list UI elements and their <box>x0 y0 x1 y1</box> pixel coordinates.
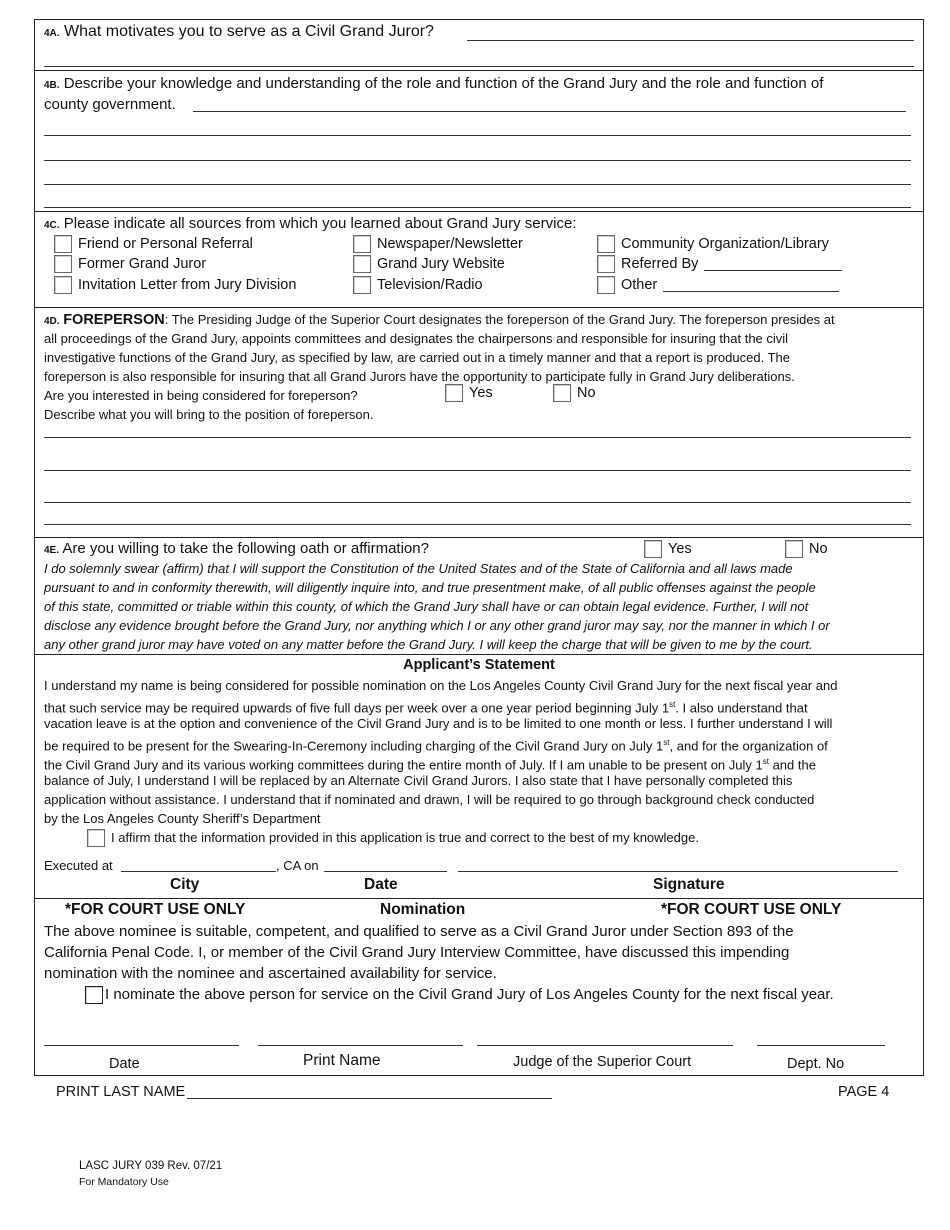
source-newspaper-label: Newspaper/Newsletter <box>377 236 523 252</box>
statement-title: Applicant’s Statement <box>403 657 555 673</box>
executed-city-field[interactable] <box>121 871 276 872</box>
foreperson-answer-line-4[interactable] <box>44 524 911 525</box>
section-4d <box>35 308 923 538</box>
source-community-label: Community Organization/Library <box>621 236 829 252</box>
oath-text-line-4: disclose any evidence brought before the Grand Jury, nor anything which I or any other grand juror may say, nor the manner in which I or <box>44 618 830 633</box>
source-other-label: Other <box>621 277 658 293</box>
city-caption: City <box>170 876 200 893</box>
affirm-checkbox[interactable] <box>87 829 105 847</box>
court-use-only-left: *FOR COURT USE ONLY <box>65 901 246 918</box>
q4b-answer-line-1[interactable] <box>193 111 906 112</box>
source-option-newspaper[interactable] <box>353 234 523 254</box>
court-text-line-3: nomination with the nominee and ascertained availability for service. <box>44 965 497 982</box>
source-option-community[interactable] <box>597 234 829 254</box>
oath-text-line-2: pursuant to and in conformity therewith, will diligently inquire into, and true presentment make, of all public offenses against the people <box>44 580 816 595</box>
oath-text-line-5: any other grand juror may have voted on any matter before the Grand Jury. I will keep the charge that will be given to me by the court. <box>44 637 813 652</box>
source-invitation-letter-label: Invitation Letter from Jury Division <box>78 277 297 293</box>
q4e-question: Are you willing to take the following oath or affirmation? <box>62 540 429 557</box>
section-4c <box>35 212 923 308</box>
source-television-checkbox[interactable] <box>353 276 371 294</box>
foreperson-no-checkbox[interactable] <box>553 384 571 402</box>
print-last-name-label: PRINT LAST NAME <box>56 1084 186 1100</box>
source-option-television[interactable] <box>353 275 483 295</box>
foreperson-no-label: No <box>577 385 596 401</box>
q4e-label: 4E. <box>44 545 60 556</box>
source-referred-by-checkbox[interactable] <box>597 255 615 273</box>
court-print-name-field[interactable] <box>258 1045 463 1046</box>
source-website-checkbox[interactable] <box>353 255 371 273</box>
statement-line-4b: , and for the organization of <box>669 738 828 754</box>
q4c-question: Please indicate all sources from which you learned about Grand Jury service: <box>63 215 577 232</box>
foreperson-describe-prompt: Describe what you will bring to the position of foreperson. <box>44 407 374 422</box>
statement-line-7: application without assistance. I understand that if nominated and drawn, I will be required to go through background check conducted <box>44 792 815 807</box>
superscript-st: st <box>762 757 769 766</box>
section-applicant-statement <box>35 655 923 899</box>
court-date-caption: Date <box>109 1056 140 1072</box>
statement-line-4a: be required to be present for the Swearing-In-Ceremony including charging of the Civil Grand Jury on July 1 <box>44 738 664 754</box>
q4b-answer-line-5[interactable] <box>44 207 911 208</box>
nominate-checkbox[interactable] <box>85 986 103 1004</box>
source-website-label: Grand Jury Website <box>377 256 505 272</box>
foreperson-yes-checkbox[interactable] <box>445 384 463 402</box>
source-option-invitation-letter[interactable] <box>54 275 296 295</box>
section-4e <box>35 538 923 655</box>
section-court-use <box>35 899 923 1075</box>
source-option-friend[interactable] <box>54 234 253 254</box>
q4b-answer-line-3[interactable] <box>44 160 911 161</box>
judge-caption: Judge of the Superior Court <box>513 1054 692 1070</box>
statement-line-5a: the Civil Grand Jury and its various working committees during the entire month of July. If I am unable to be present on July 1 <box>44 757 763 773</box>
q4d-text-line-1: : The Presiding Judge of the Superior Court designates the foreperson of the Grand Jury. The foreperson presides at <box>164 312 835 327</box>
source-option-website[interactable] <box>353 254 505 274</box>
source-former-juror-checkbox[interactable] <box>54 255 72 273</box>
source-invitation-letter-checkbox[interactable] <box>54 276 72 294</box>
print-last-name-field[interactable] <box>187 1098 552 1099</box>
foreperson-yes-option[interactable] <box>445 383 493 403</box>
source-former-juror-label: Former Grand Juror <box>78 256 207 272</box>
source-option-other[interactable] <box>597 275 839 295</box>
ca-on-label: , CA on <box>276 858 319 873</box>
statement-line-1: I understand my name is being considered for possible nomination on the Los Angeles County Civil Grand Jury for the next fiscal year and <box>44 678 838 693</box>
q4c-label: 4C. <box>44 220 60 231</box>
foreperson-answer-line-3[interactable] <box>44 502 911 503</box>
court-text-line-1: The above nominee is suitable, competent, and qualified to serve as a Civil Grand Juror under Section 893 of the <box>44 923 794 940</box>
other-source-field[interactable] <box>663 278 839 292</box>
referred-by-field[interactable] <box>704 257 842 271</box>
foreperson-no-option[interactable] <box>553 383 596 403</box>
section-4a <box>35 20 923 71</box>
nominate-option[interactable] <box>85 985 834 1005</box>
affirm-label: I affirm that the information provided in this application is true and correct to the best of my knowledge. <box>111 830 699 845</box>
statement-line-8: by the Los Angeles County Sheriff’s Department <box>44 811 321 826</box>
statement-line-2a: that such service may be required upwards of five full days per week over a one year period beginning July 1 <box>44 700 670 716</box>
application-form-page <box>34 19 924 1076</box>
court-text-line-2: California Penal Code. I, or member of the Civil Grand Jury Interview Committee, have discussed this impending <box>44 944 790 961</box>
q4a-answer-line-1[interactable] <box>467 40 914 41</box>
q4b-answer-line-4[interactable] <box>44 184 911 185</box>
q4a-label: 4A. <box>44 28 60 39</box>
oath-text-line-3: of this state, committed or triable within this county, of which the Grand Jury shall have or can obtain legal evidence. Further, I will not <box>44 599 809 614</box>
q4d-text-line-4: foreperson is also responsible for insuring that all Grand Jurors have the opportunity to participate fully in Grand Jury deliberations. <box>44 369 795 384</box>
q4b-label: 4B. <box>44 80 60 91</box>
foreperson-answer-line-2[interactable] <box>44 470 911 471</box>
page-number: PAGE 4 <box>838 1084 890 1100</box>
oath-no-label: No <box>809 541 828 557</box>
signature-field[interactable] <box>458 871 898 872</box>
nominate-label: I nominate the above person for service on the Civil Grand Jury of Los Angeles County for the next fiscal year. <box>105 986 834 1003</box>
statement-line-2b: . I also understand that <box>675 700 808 716</box>
q4a-answer-line-2[interactable] <box>44 66 914 67</box>
judge-signature-field[interactable] <box>477 1045 733 1046</box>
statement-line-3: vacation leave is at the option and convenience of the Civil Grand Jury and is to be limited to one month or less. I further understand I will <box>44 716 833 731</box>
nomination-heading: Nomination <box>380 901 466 918</box>
dept-no-field[interactable] <box>757 1045 885 1046</box>
court-date-field[interactable] <box>44 1045 239 1046</box>
q4b-question-line-2: county government. <box>44 96 176 113</box>
q4b-answer-line-2[interactable] <box>44 135 911 136</box>
source-option-referred-by[interactable] <box>597 254 842 274</box>
oath-yes-label: Yes <box>668 541 692 557</box>
oath-no-checkbox[interactable] <box>785 540 803 558</box>
oath-yes-checkbox[interactable] <box>644 540 662 558</box>
section-4b <box>35 71 923 212</box>
q4a-question: What motivates you to serve as a Civil Grand Juror? <box>64 23 434 40</box>
date-caption: Date <box>364 876 398 893</box>
oath-no-option[interactable] <box>785 539 828 559</box>
source-friend-label: Friend or Personal Referral <box>78 236 253 252</box>
foreperson-answer-line-1[interactable] <box>44 437 911 438</box>
source-option-former-juror[interactable] <box>54 254 206 274</box>
source-other-checkbox[interactable] <box>597 276 615 294</box>
source-friend-checkbox[interactable] <box>54 235 72 253</box>
source-referred-by-label: Referred By <box>621 256 699 272</box>
statement-line-6: balance of July, I understand I will be replaced by an Alternate Civil Grand Jurors. I also state that I have personally completed this <box>44 773 793 788</box>
q4d-text-line-2: all proceedings of the Grand Jury, appoints committees and designates the chairpersons and responsible for insuring that the civil <box>44 331 789 346</box>
print-name-caption: Print Name <box>303 1052 381 1069</box>
affirm-option[interactable] <box>87 828 699 848</box>
source-community-checkbox[interactable] <box>597 235 615 253</box>
foreperson-interest-question: Are you interested in being considered for foreperson? <box>44 388 358 403</box>
signature-caption: Signature <box>653 876 725 893</box>
executed-at-label: Executed at <box>44 858 113 873</box>
source-newspaper-checkbox[interactable] <box>353 235 371 253</box>
oath-yes-option[interactable] <box>644 539 692 559</box>
source-television-label: Television/Radio <box>377 277 483 293</box>
mandatory-use-note: For Mandatory Use <box>79 1176 169 1188</box>
executed-date-field[interactable] <box>324 871 447 872</box>
superscript-st: st <box>669 700 676 709</box>
superscript-st: st <box>663 738 670 747</box>
dept-no-caption: Dept. No <box>787 1056 845 1072</box>
q4d-label: 4D. <box>44 316 60 327</box>
court-use-only-right: *FOR COURT USE ONLY <box>661 901 842 918</box>
q4b-question-line-1: Describe your knowledge and understanding of the role and function of the Grand Jury and the role and function of <box>63 75 824 92</box>
foreperson-heading: FOREPERSON <box>63 312 165 328</box>
statement-line-5b: and the <box>768 757 816 773</box>
q4d-text-line-3: investigative functions of the Grand Jury, as specified by law, are carried out in a timely manner and that a report is produced. The <box>44 350 790 365</box>
oath-text-line-1: I do solemnly swear (affirm) that I will support the Constitution of the United States and of the State of California and all laws made <box>44 561 793 576</box>
foreperson-yes-label: Yes <box>469 385 493 401</box>
form-id: LASC JURY 039 Rev. 07/21 <box>79 1160 223 1172</box>
